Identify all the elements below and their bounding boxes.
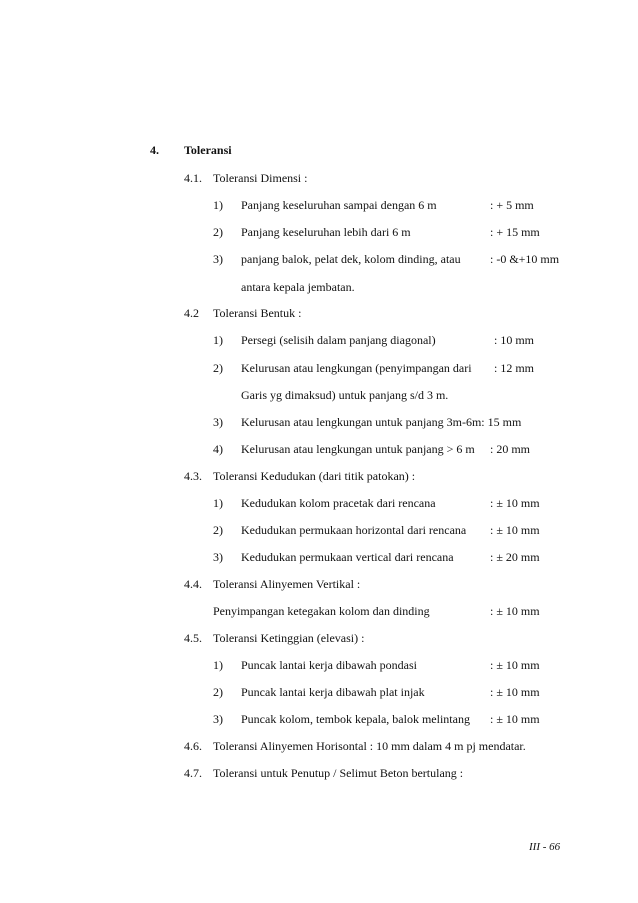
item-number: 2) xyxy=(213,685,223,699)
item-value: : ± 10 mm xyxy=(490,496,540,510)
item-text: Panjang keseluruhan lebih dari 6 m xyxy=(241,225,411,239)
item-value: : + 15 mm xyxy=(490,225,540,239)
item-number: 3) xyxy=(213,550,223,564)
item-value: : 12 mm xyxy=(494,361,535,375)
item-text: Kedudukan permukaan vertical dari rencana xyxy=(241,550,454,564)
item-number: 4) xyxy=(213,442,223,456)
item-number: 1) xyxy=(213,198,223,212)
item-value: : 10 mm xyxy=(494,333,535,347)
subsection-title: Toleransi Alinyemen Horisontal : 10 mm dalam 4 m pj mendatar. xyxy=(213,739,526,753)
item-text: Puncak kolom, tembok kepala, balok melintang xyxy=(241,712,470,726)
item-value: : + 5 mm xyxy=(490,198,534,212)
item-number: 2) xyxy=(213,361,223,375)
item-value: : 20 mm xyxy=(490,442,531,456)
subsection-title: Toleransi Kedudukan (dari titik patokan) : xyxy=(213,469,416,483)
plain-item-text: Penyimpangan ketegakan kolom dan dinding xyxy=(213,604,430,618)
item-continuation: antara kepala jembatan. xyxy=(241,280,355,294)
item-continuation: Garis yg dimaksud) untuk panjang s/d 3 m. xyxy=(241,388,449,402)
item-number: 2) xyxy=(213,225,223,239)
subsection-title: Toleransi Alinyemen Vertikal : xyxy=(213,577,361,591)
item-value: : -0 &+10 mm xyxy=(490,252,560,266)
item-text: Kelurusan atau lengkungan untuk panjang 3m-6m: 15 mm xyxy=(241,415,522,429)
subsection-number: 4.5. xyxy=(184,631,202,645)
subsection-title: Toleransi Dimensi : xyxy=(213,171,308,185)
section-title: Toleransi xyxy=(184,143,232,157)
item-number: 1) xyxy=(213,333,223,347)
subsection-title: Toleransi Bentuk : xyxy=(213,306,302,320)
item-text: Panjang keseluruhan sampai dengan 6 m xyxy=(241,198,437,212)
section-number: 4. xyxy=(150,143,159,157)
item-number: 1) xyxy=(213,496,223,510)
item-text: Kedudukan kolom pracetak dari rencana xyxy=(241,496,436,510)
item-number: 1) xyxy=(213,658,223,672)
subsection-number: 4.2 xyxy=(184,306,199,320)
item-number: 2) xyxy=(213,523,223,537)
item-value: : ± 10 mm xyxy=(490,712,540,726)
subsection-title: Toleransi Ketinggian (elevasi) : xyxy=(213,631,365,645)
item-text: Kedudukan permukaan horizontal dari rencana xyxy=(241,523,467,537)
subsection-number: 4.6. xyxy=(184,739,202,753)
item-number: 3) xyxy=(213,712,223,726)
item-text: Kelurusan atau lengkungan untuk panjang > 6 m xyxy=(241,442,475,456)
item-number: 3) xyxy=(213,415,223,429)
item-text: Puncak lantai kerja dibawah plat injak xyxy=(241,685,425,699)
subsection-title: Toleransi untuk Penutup / Selimut Beton bertulang : xyxy=(213,766,464,780)
plain-item-value: : ± 10 mm xyxy=(490,604,540,618)
page-number: III - 66 xyxy=(529,841,561,853)
subsection-number: 4.7. xyxy=(184,766,202,780)
item-value: : ± 20 mm xyxy=(490,550,540,564)
subsection-number: 4.1. xyxy=(184,171,202,185)
item-text: Persegi (selisih dalam panjang diagonal) xyxy=(241,333,436,347)
item-value: : ± 10 mm xyxy=(490,658,540,672)
item-number: 3) xyxy=(213,252,223,266)
item-text: Kelurusan atau lengkungan (penyimpangan dari xyxy=(241,361,472,375)
item-text: Puncak lantai kerja dibawah pondasi xyxy=(241,658,417,672)
item-text: panjang balok, pelat dek, kolom dinding, atau xyxy=(241,252,461,266)
item-value: : ± 10 mm xyxy=(490,523,540,537)
item-value: : ± 10 mm xyxy=(490,685,540,699)
subsection-number: 4.4. xyxy=(184,577,202,591)
subsection-number: 4.3. xyxy=(184,469,202,483)
